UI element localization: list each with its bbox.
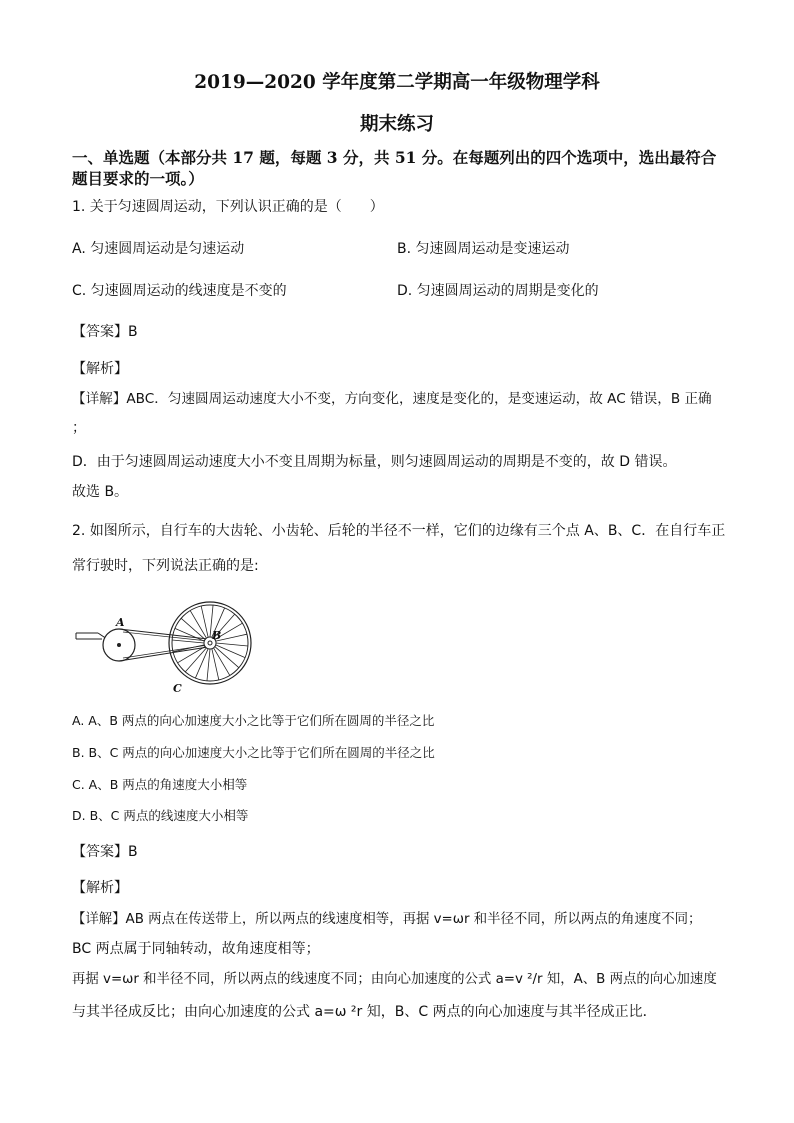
- wheel-spoke: [214, 648, 230, 676]
- q2-option-b: B. B、C 两点的向心加速度大小之比等于它们所在圆周的半径之比: [72, 745, 435, 760]
- q1-option-d: D. 匀速圆周运动的周期是变化的: [397, 283, 599, 299]
- big-sprocket-axle: [117, 643, 121, 647]
- q1-answer: 【答案】B: [72, 324, 138, 340]
- q1-analysis-label: 【解析】: [72, 361, 128, 377]
- q2-detail-line-4: 与其半径成反比；由向心加速度的公式 a=ω ²r 知，B、C 两点的向心加速度与其半径成正比．: [72, 1004, 657, 1020]
- q2-option-c: C. A、B 两点的角速度大小相等: [72, 777, 248, 792]
- q1-detail-line-2: D．由于匀速圆周运动速度大小不变且周期为标量，则匀速圆周运动的周期是不变的，故 D 错误。: [72, 454, 677, 470]
- q2-analysis-label: 【解析】: [72, 880, 128, 896]
- q2-answer: 【答案】B: [72, 844, 138, 860]
- q2-stem-line-1: 2. 如图所示，自行车的大齿轮、小齿轮、后轮的半径不一样，它们的边缘有三个点 A、B、C．在自行车正: [72, 523, 726, 539]
- point-label-b: B: [212, 629, 222, 642]
- point-label-a: A: [116, 616, 125, 629]
- document-title: 2019—2020 学年度第二学期高一年级物理学科: [194, 72, 600, 93]
- q2-option-a: A. A、B 两点的向心加速度大小之比等于它们所在圆周的半径之比: [72, 713, 435, 728]
- q2-detail-line-1: 【详解】AB 两点在传送带上，所以两点的线速度相等，再据 v=ωr 和半径不同，所以两点的角速度不同；: [72, 912, 702, 927]
- q2-detail-line-3: 再据 v=ωr 和半径不同，所以两点的线速度不同；由向心加速度的公式 a=v ²/r 知，A、B 两点的向心加速度: [72, 972, 717, 987]
- q1-option-a: A. 匀速圆周运动是匀速运动: [72, 241, 245, 257]
- q1-option-c: C. 匀速圆周运动的线速度是不变的: [72, 283, 287, 299]
- q1-detail-line-1: 【详解】ABC．匀速圆周运动速度大小不变，方向变化，速度是变化的，是变速运动，故 AC 错误，B 正确: [72, 391, 712, 407]
- document-subtitle: 期末练习: [359, 114, 434, 135]
- section-header-line-1: 一、单选题（本部分共 17 题，每题 3 分，共 51 分。在每题列出的四个选项中，选出最符合: [72, 148, 717, 167]
- q2-stem-line-2: 常行驶时，下列说法正确的是:: [72, 558, 259, 574]
- wheel-spoke: [190, 611, 206, 639]
- bicycle-figure: [72, 598, 262, 698]
- q1-detail-line-3: 故选 B。: [72, 484, 129, 500]
- wheel-spoke: [216, 643, 248, 646]
- wheel-spoke: [212, 649, 219, 680]
- q2-option-d: D. B、C 两点的线速度大小相等: [72, 808, 249, 823]
- q1-stem: 1. 关于匀速圆周运动，下列认识正确的是（ ）: [72, 199, 384, 215]
- wheel-spoke: [207, 649, 210, 681]
- chain-top-inner: [123, 632, 208, 641]
- q1-option-b: B. 匀速圆周运动是变速运动: [397, 241, 570, 257]
- q1-detail-line-1b: ；: [72, 420, 86, 436]
- q2-detail-line-2: BC 两点属于同轴转动，故角速度相等；: [72, 941, 320, 957]
- wheel-spoke: [201, 606, 208, 637]
- section-header-line-2: 题目要求的一项。）: [72, 169, 204, 188]
- point-label-c: C: [173, 682, 182, 695]
